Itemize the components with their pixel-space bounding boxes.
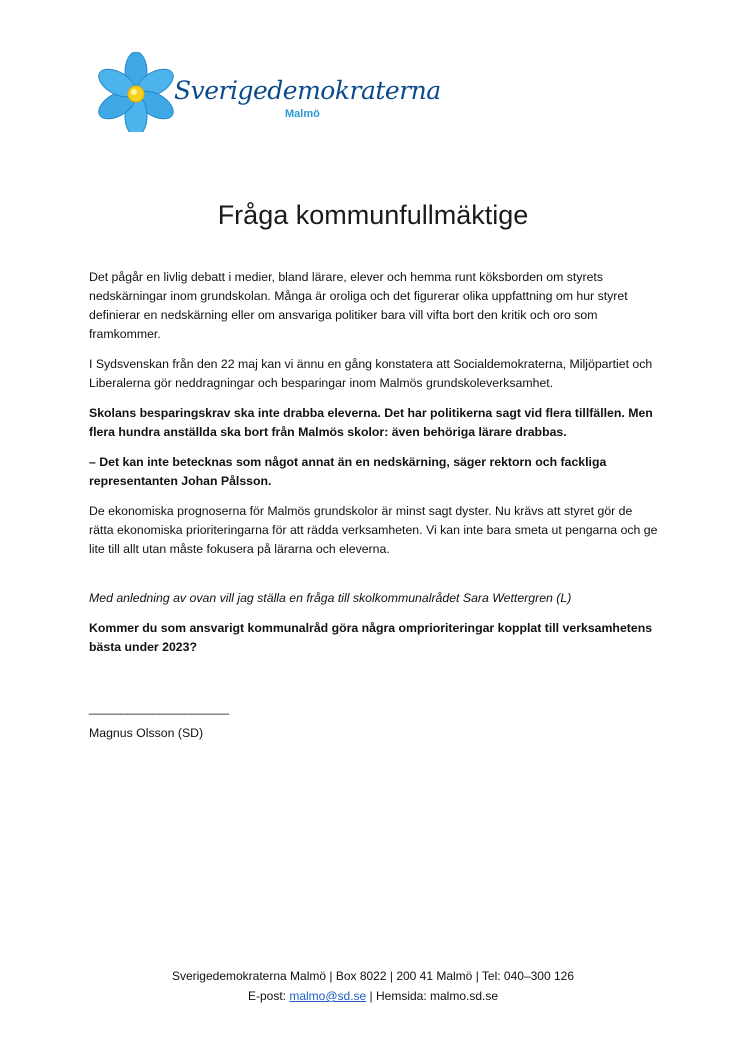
footer-contact [0,986,746,1006]
footer-address: Sverigedemokraterna Malmö | Box 8022 | 200 41 Malmö | Tel: 040–300 126 [171,969,575,983]
party-logo [96,52,441,132]
question-text: Kommer du som ansvarigt kommunalråd göra några omprioriteringar kopplat till verksamhetens bästa under 2023? [89,621,653,654]
anemone-flower-icon [96,52,176,132]
page-title: Fråga kommunfullmäktige [217,200,529,230]
paragraph-quote-savings: Skolans besparingskrav ska inte drabba eleverna. Det har politikerna sagt vid flera tillfällen. Men flera hundra anställda ska bort från Malmös skolor: även behöriga lärare drabbas. [89,406,653,439]
signature-line: ______________________ [89,701,229,715]
question-intro: Med anledning av ovan vill jag ställa en fråga till skolkommunalrådet Sara Wettergren (L) [89,591,572,605]
email-label: E-post: [247,989,290,1003]
logo-wordmark: Sverigedemokraterna [174,76,441,105]
footer [0,966,746,1006]
paragraph-sydsvenskan: I Sydsvenskan från den 22 maj kan vi ännu en gång konstatera att Socialdemokraterna, Miljöpartiet och Liberalerna gör neddragningar och besparingar inom Malmös grundskoleverksamhet. [89,357,653,390]
email-link[interactable]: malmo@sd.se [289,989,367,1003]
website-text: | Hemsida: malmo.sd.se [366,989,499,1003]
signature-name: Magnus Olsson (SD) [89,726,204,740]
paragraph-debate: Det pågår en livlig debatt i medier, bland lärare, elever och hemma runt köksborden om styrets nedskärningar inom grundskolan. Många är oroliga och det figurerar olika uppfattning om hur styret definierar en nedskärning eller om ansvariga politiker bara vill vifta bort den kritik och oro som framkommer. [89,270,628,341]
logo-city: Malmö [285,108,320,120]
paragraph-forecast: De ekonomiska prognoserna för Malmös grundskolor är minst sagt dyster. Nu krävs att styret gör de rätta ekonomiska prioriteringarna för att rädda verksamheten. Vi kan inte bara smeta ut pengarna och ge lite till allt utan måste fokusera på lärarna och eleverna. [89,504,658,556]
paragraph-quote-principal: – Det kan inte betecknas som något annat än en nedskärning, säger rektorn och fackliga representanten Johan Pålsson. [89,455,607,488]
document-body [89,268,659,754]
